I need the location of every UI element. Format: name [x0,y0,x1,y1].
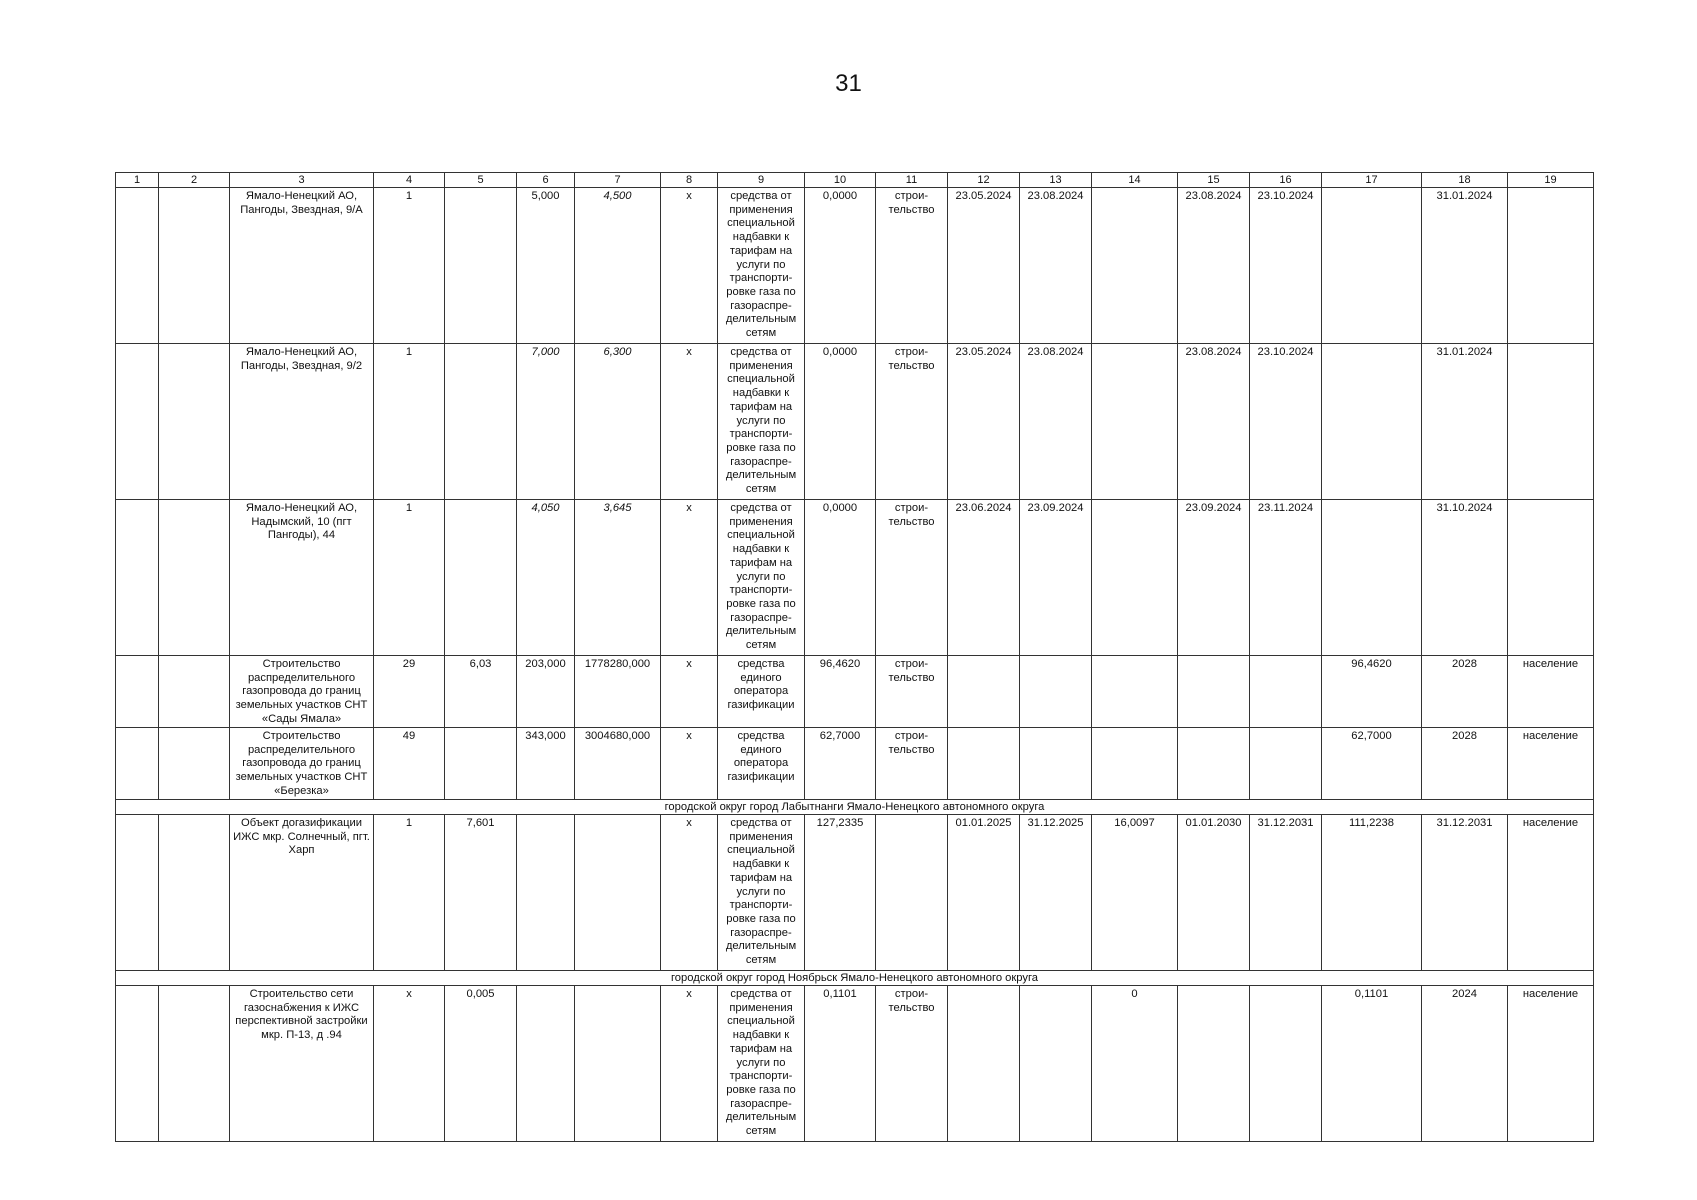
table-cell [1020,656,1092,728]
table-cell: х [661,815,718,971]
table-cell [159,815,230,971]
table-row [116,656,1594,728]
table-cell: Строительство сети газоснабжения к ИЖС перспективной застройки мкр. П-13, д .94 [230,986,374,1142]
table-cell [159,344,230,500]
table-cell: 23.06.2024 [948,500,1020,656]
table-cell [1092,500,1178,656]
table-cell [116,188,159,344]
table-cell: 6,03 [445,656,517,728]
table-cell: Объект догазификации ИЖС мкр. Солнечный, пгт. Харп [230,815,374,971]
region-row [116,800,1594,815]
table-cell: 23.09.2024 [1178,500,1250,656]
table-cell: средства от применения специальной надбавки к тарифам на услуги по транспорти-ровке газа по газораспре-делительным сетям [718,344,805,500]
column-header: 16 [1250,173,1322,188]
table-cell [948,656,1020,728]
table-cell [517,815,575,971]
table-cell: средства от применения специальной надбавки к тарифам на услуги по транспорти-ровке газа по газораспре-делительным сетям [718,188,805,344]
table-cell: строи-тельство [876,656,948,728]
column-header: 10 [805,173,876,188]
column-header: 18 [1422,173,1508,188]
table-cell: население [1508,815,1594,971]
table-cell: 1778280,000 [575,656,661,728]
table-cell: Ямало-Ненецкий АО, Надымский, 10 (пгт Пангоды), 44 [230,500,374,656]
table-cell: 0,0000 [805,188,876,344]
table-cell [575,986,661,1142]
column-header: 11 [876,173,948,188]
column-header: 9 [718,173,805,188]
table-cell: 2024 [1422,986,1508,1142]
table-cell: 111,2238 [1322,815,1422,971]
table-cell [948,986,1020,1142]
table-cell [445,728,517,800]
table-cell: 49 [374,728,445,800]
table-row [116,500,1594,656]
table-cell: 0 [1092,986,1178,1142]
table-cell: 203,000 [517,656,575,728]
table-cell [876,815,948,971]
table-cell [1508,188,1594,344]
table-cell [1322,188,1422,344]
table-cell: население [1508,656,1594,728]
table-cell [159,986,230,1142]
table-cell: 23.08.2024 [1178,344,1250,500]
table-cell: х [661,344,718,500]
region-heading: городской округ город Лабытнанги Ямало-Ненецкого автономного округа [116,800,1594,815]
table-cell [1508,500,1594,656]
table-cell: 23.10.2024 [1250,188,1322,344]
table-cell: 31.12.2025 [1020,815,1092,971]
column-header: 13 [1020,173,1092,188]
table-cell: строи-тельство [876,344,948,500]
table-cell: х [661,986,718,1142]
table-cell: 23.05.2024 [948,344,1020,500]
table-cell [1250,728,1322,800]
table-cell: население [1508,728,1594,800]
table-cell: 01.01.2030 [1178,815,1250,971]
table-cell: 31.01.2024 [1422,188,1508,344]
table-cell [1322,500,1422,656]
table-cell: 23.10.2024 [1250,344,1322,500]
table-cell [116,815,159,971]
table-cell: 01.01.2025 [948,815,1020,971]
table-cell [445,188,517,344]
table-cell: строи-тельство [876,986,948,1142]
table-cell [1508,344,1594,500]
table-cell: 0,0000 [805,500,876,656]
table-row [116,986,1594,1142]
table-cell: 23.08.2024 [1178,188,1250,344]
column-header: 5 [445,173,517,188]
column-header: 2 [159,173,230,188]
table-cell: 7,000 [517,344,575,500]
table-cell: строи-тельство [876,500,948,656]
column-header: 4 [374,173,445,188]
table-row [116,728,1594,800]
table-cell [1178,656,1250,728]
table-cell [159,656,230,728]
table-cell: 1 [374,500,445,656]
table-cell: 16,0097 [1092,815,1178,971]
table-cell: Строительство распределительного газопровода до границ земельных участков СНТ «Сады Ямала» [230,656,374,728]
table-cell [1178,986,1250,1142]
table-cell [1250,986,1322,1142]
table-cell [159,188,230,344]
column-header: 3 [230,173,374,188]
table-cell: 3004680,000 [575,728,661,800]
table-cell: 31.12.2031 [1250,815,1322,971]
table-cell: 4,050 [517,500,575,656]
table-cell: Ямало-Ненецкий АО, Пангоды, Звездная, 9/А [230,188,374,344]
table-cell: 23.11.2024 [1250,500,1322,656]
table-cell [116,656,159,728]
table-cell: 5,000 [517,188,575,344]
column-header: 14 [1092,173,1178,188]
table-cell: х [661,656,718,728]
table-cell: 0,0000 [805,344,876,500]
column-header: 12 [948,173,1020,188]
table-cell: Ямало-Ненецкий АО, Пангоды, Звездная, 9/2 [230,344,374,500]
table-cell: средства от применения специальной надбавки к тарифам на услуги по транспорти-ровке газа по газораспре-делительным сетям [718,815,805,971]
table-row [116,815,1594,971]
table-cell [1250,656,1322,728]
table-cell: 62,7000 [1322,728,1422,800]
table-cell: 29 [374,656,445,728]
region-row [116,971,1594,986]
column-number-row [116,173,1594,188]
table-cell [445,500,517,656]
table-cell: 0,1101 [1322,986,1422,1142]
table-cell: 23.05.2024 [948,188,1020,344]
table-cell: 62,7000 [805,728,876,800]
table-row [116,188,1594,344]
table-cell: х [374,986,445,1142]
table-cell: 1 [374,188,445,344]
table-cell [1092,656,1178,728]
table-cell [1020,728,1092,800]
table-cell [159,728,230,800]
table-cell: 1 [374,344,445,500]
table-cell: 31.01.2024 [1422,344,1508,500]
table-row [116,344,1594,500]
table-cell: средства единого оператора газификации [718,728,805,800]
table-cell: х [661,728,718,800]
column-header: 17 [1322,173,1422,188]
table-cell: 2028 [1422,656,1508,728]
column-header: 6 [517,173,575,188]
table-cell [159,500,230,656]
table-cell [948,728,1020,800]
table-cell [116,344,159,500]
table-cell: 0,1101 [805,986,876,1142]
table-cell: 343,000 [517,728,575,800]
table-cell: средства единого оператора газификации [718,656,805,728]
table-cell: 23.08.2024 [1020,344,1092,500]
table-cell: 0,005 [445,986,517,1142]
table-cell: строи-тельство [876,728,948,800]
table-cell [517,986,575,1142]
table-cell: 127,2335 [805,815,876,971]
table-cell: х [661,188,718,344]
column-header: 7 [575,173,661,188]
column-header: 8 [661,173,718,188]
table-cell [1020,986,1092,1142]
table-cell: 31.10.2024 [1422,500,1508,656]
table-cell: х [661,500,718,656]
column-header: 1 [116,173,159,188]
table-cell: средства от применения специальной надбавки к тарифам на услуги по транспорти-ровке газа по газораспре-делительным сетям [718,986,805,1142]
page-number: 31 [835,70,862,97]
table-cell [575,815,661,971]
table-cell: Строительство распределительного газопровода до границ земельных участков СНТ «Березка» [230,728,374,800]
table-cell: 6,300 [575,344,661,500]
table-cell: 96,4620 [1322,656,1422,728]
table-cell [116,986,159,1142]
table-cell: 23.08.2024 [1020,188,1092,344]
table-cell [1178,728,1250,800]
table-cell: 23.09.2024 [1020,500,1092,656]
table-cell: население [1508,986,1594,1142]
table-cell: 7,601 [445,815,517,971]
table-cell: 31.12.2031 [1422,815,1508,971]
table-cell [445,344,517,500]
table-cell [116,500,159,656]
table-cell [1322,344,1422,500]
table-cell: средства от применения специальной надбавки к тарифам на услуги по транспорти-ровке газа по газораспре-делительным сетям [718,500,805,656]
table-cell: строи-тельство [876,188,948,344]
table-cell: 2028 [1422,728,1508,800]
table-cell: 3,645 [575,500,661,656]
table-cell [1092,188,1178,344]
table-cell: 1 [374,815,445,971]
table-cell [116,728,159,800]
table-cell [1092,344,1178,500]
region-heading: городской округ город Ноябрьск Ямало-Ненецкого автономного округа [116,971,1594,986]
table-cell: 96,4620 [805,656,876,728]
table-cell: 4,500 [575,188,661,344]
column-header: 19 [1508,173,1594,188]
table-cell [1092,728,1178,800]
data-table [115,172,1594,1142]
column-header: 15 [1178,173,1250,188]
